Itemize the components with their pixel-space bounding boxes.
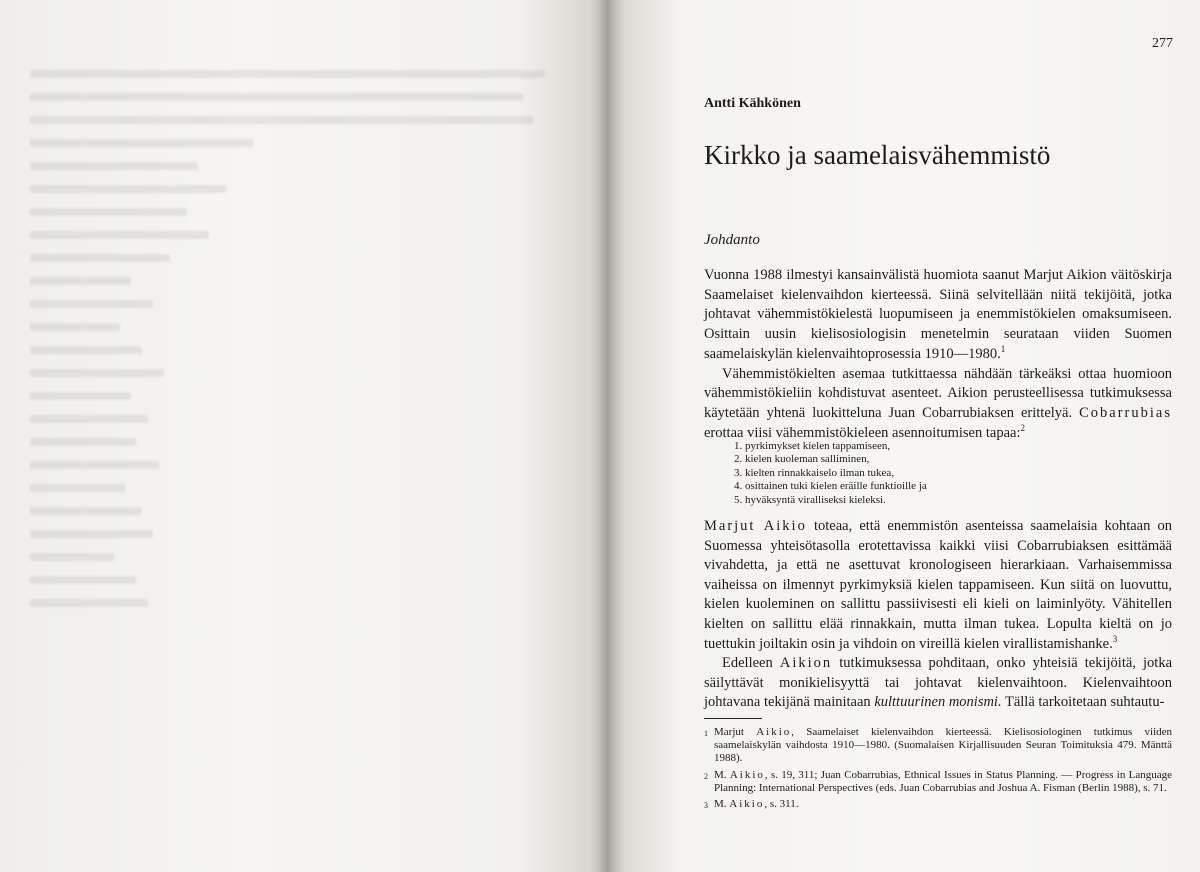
book-gutter bbox=[596, 0, 622, 872]
footnote-mark: 1 bbox=[704, 729, 708, 738]
section-heading: Johdanto bbox=[704, 232, 760, 248]
spaced-name: Marjut Aikio bbox=[704, 518, 807, 534]
footnote-3: 3 M. Aikio, s. 311. bbox=[704, 798, 1172, 812]
paragraph-3: Marjut Aikio toteaa, että enemmistön asenteissa saamelaisia kohtaan on Suomessa yhteisötasolla erotettavissa kaikki viisi Cobarrubiaksen esittämää vivahdetta, ja että ne asettuvat kronologiseen hierarkiaan. Varhaisemmissa vaiheissa on ilmennyt pyrkimyksiä kielen tappamiseen. Kun siitä on luovuttu, kielen kuoleminen on sallittu passiivisesti eli kieli on laiminlyöty. Vähitellen kielten on sallittu elää rinnakkain, mutta ilman tukea. Lopulta kieltä on jo tuettukin joiltakin osin ja vihdoin on vireillä kielen virallistamishanke.$^3$ bbox=[704, 518, 1172, 652]
list-item: 1. pyrkimykset kielen tappamiseen, bbox=[734, 440, 891, 452]
footnote-1: 1 Marjut Aikio, Saamelaiset kielenvaihdon kierteessä. Kielisosiologinen tutkimus viiden saamelaiskylän vaihdosta 1910—1980. (Suomalaisen Kirjallisuuden Seuran Toimituksia 479. Mänttä 1988). bbox=[704, 726, 1173, 765]
footnote-mark: 2 bbox=[704, 771, 708, 781]
list-item: 2. kielen kuoleman salliminen, bbox=[734, 453, 870, 466]
footnote-mark: 3 bbox=[704, 801, 708, 811]
footnote-ref-1[interactable]: 1 bbox=[1000, 343, 1006, 354]
body-text-1 bbox=[704, 266, 1172, 443]
list-item: 4. osittainen tuki kielen eräille funktioille ja bbox=[734, 480, 927, 493]
footnote-ref-2[interactable]: 2 bbox=[1020, 422, 1025, 433]
spaced-name: Aikion bbox=[779, 655, 833, 672]
footnote-divider bbox=[704, 718, 762, 719]
attitude-list bbox=[734, 440, 1164, 507]
article-author: Antti Kähkönen bbox=[704, 96, 801, 111]
footnote-ref-3[interactable]: 3 bbox=[1112, 633, 1118, 644]
show-through-text bbox=[30, 70, 590, 790]
list-item: 5. hyväksyntä viralliseksi kieleksi. bbox=[734, 493, 886, 506]
spaced-name: Cobarrubias bbox=[1079, 404, 1172, 421]
footnote-2: 2 M. Aikio, s. 19, 311; Juan Cobarrubias, Ethnical Issues in Status Planning. — Progress in Language Planning: International Perspectives (eds. Juan Cobarrubias and Joshua A. Fisman (Berlin 1988), s. 71. bbox=[704, 768, 1172, 794]
article-title: Kirkko ja saamelaisvähemmistö bbox=[704, 140, 1051, 170]
paragraph-2: Vähemmistökielten asemaa tutkittaessa nähdään tärkeäksi ottaa huomioon vähemmistökieliin kohdistuvat asenteet. Aikion perusteellisessa tutkimuksessa käytetään yhtenä luokitteluna Juan Cobarrubiaksen erittelyä. Cobarrubias erottaa viisi vähemmistökieleen asennoitumisen tapaa:$^2$ bbox=[704, 365, 1172, 441]
body-text-2 bbox=[704, 517, 1172, 713]
paragraph-4: Edelleen Aikion tutkimuksessa pohditaan, onko yhteisiä tekijöitä, jotka säilyttävät monikielisyyttä tai johtavat kielenvaihtoon. Kielenvaihtoon johtavana tekijänä mainitaan kulttuurinen monismi. Tällä tarkoitetaan suhtautu- bbox=[704, 655, 1173, 711]
paragraph-1: Vuonna 1988 ilmestyi kansainvälistä huomiota saanut Marjut Aikion väitöskirja Saamelaiset kielenvaihdon kierteessä. Siinä selvitellään niitä tekijöitä, jotka johtavat vähemmistökielestä luopumiseen ja enemmistökielen omaksumiseen. Osittain uusin kielisosiologisin menetelmin seurataan viiden Suomen saamelaiskylän kielenvaihtoprosessia 1910—1980.$^1$ bbox=[704, 267, 1172, 362]
emphasis-term: kulttuurinen monismi. bbox=[874, 694, 1002, 711]
footnotes bbox=[704, 726, 1172, 815]
page-number: 277 bbox=[1152, 36, 1173, 51]
list-item: 3. kielten rinnakkaiselo ilman tukea, bbox=[734, 466, 895, 479]
